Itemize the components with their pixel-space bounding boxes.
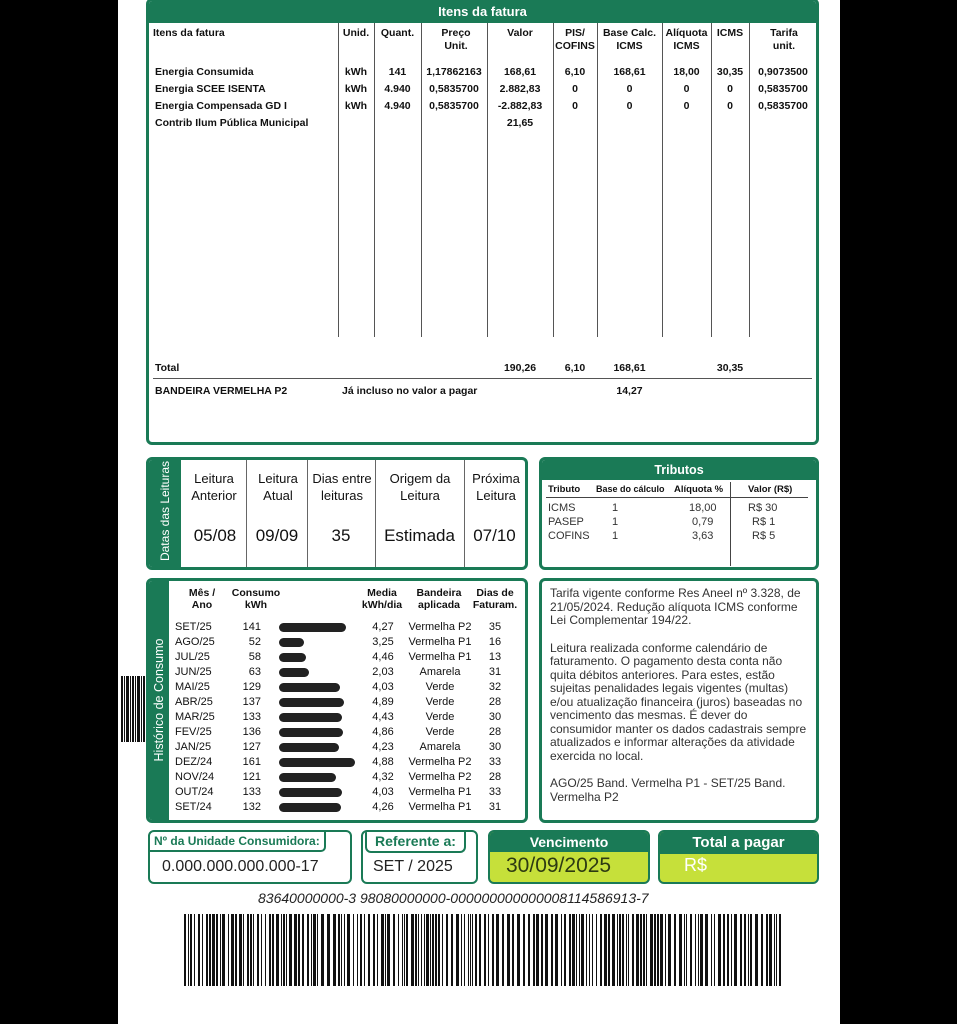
invoice-page — [118, 0, 840, 1024]
history-bandeira: Vermelha P1 — [408, 801, 472, 813]
history-kwh: 58 — [248, 651, 261, 663]
history-dias: 31 — [488, 666, 502, 678]
history-kwh: 133 — [242, 711, 261, 723]
tributos-header-base: Base do cálculo — [596, 484, 665, 494]
history-bar — [279, 743, 339, 752]
history-kwh: 133 — [242, 786, 261, 798]
history-media: 4,26 — [372, 801, 394, 813]
history-dias: 33 — [488, 756, 502, 768]
history-media: 4,43 — [372, 711, 394, 723]
history-month: DEZ/24 — [175, 756, 213, 768]
readings-header-anterior: Leitura Anterior — [191, 471, 237, 503]
tributos-header-valor: Valor (R$) — [748, 484, 793, 495]
history-media: 4,86 — [372, 726, 394, 738]
history-dias: 32 — [488, 681, 502, 693]
history-bar — [279, 758, 355, 767]
history-bar — [279, 623, 346, 632]
tributos-title: Tributos — [542, 460, 816, 480]
col-header-pis: PIS/ COFINS — [555, 27, 595, 52]
history-bar — [279, 713, 342, 722]
history-dias: 30 — [488, 711, 502, 723]
history-kwh: 121 — [242, 771, 261, 783]
note-bandeira: AGO/25 Band. Vermelha P1 - SET/25 Band. Vermelha P2 — [550, 776, 786, 804]
due-date-label: Vencimento — [490, 832, 648, 852]
history-bandeira: Vermelha P2 — [408, 621, 472, 633]
readings-section — [146, 457, 528, 570]
history-month: SET/25 — [175, 621, 212, 633]
history-media: 4,89 — [372, 696, 394, 708]
items-section: Itens da fatura Itens da fatura Unid. Quant. Preço Unit. Valor PIS/ COFINS Base Calc. ICMS Alíquota ICMS ICMS Tarifa unit. Energia Consumida kWh 141 1,17862163 168,61 6,10 168,61 18,00 30,35 0,9073500 Energia SCEE ISENTA kWh 4.940 0,5835700 2.882,83 0 0 0 0 0,5835700 Energia Compensada GD I kWh 4.940 0,5835700 -2.882,83 0 0 0 0 0,5835700 Contrib Ilum Pública Municipal 21,65 Total 190,26 6,10 168,61 30,35 BANDEIRA VERMELHA P2 Já incluso no valor a pagar 14,27 — [146, 0, 819, 445]
history-header-mes: Mês / Ano — [188, 587, 216, 611]
history-bandeira: Verde — [425, 696, 455, 708]
readings-header-proxima: Próxima Leitura — [472, 471, 520, 503]
items-title: Itens da fatura — [149, 1, 816, 23]
reference-value: SET / 2025 — [373, 858, 453, 875]
history-bar — [279, 683, 340, 692]
history-media: 4,88 — [372, 756, 394, 768]
bandeira-label: BANDEIRA VERMELHA P2 — [155, 385, 288, 397]
bandeira-value: 14,27 — [616, 385, 643, 397]
history-bar — [279, 773, 336, 782]
history-media: 4,03 — [372, 786, 394, 798]
history-kwh: 52 — [248, 636, 261, 648]
barcode-digits: 83640000000-3 98080000000-000000000000008114586913-7 — [258, 890, 649, 906]
readings-header-origem: Origem da Leitura — [389, 471, 451, 503]
history-dias: 28 — [488, 771, 502, 783]
history-media: 4,32 — [372, 771, 394, 783]
history-media: 4,23 — [372, 741, 394, 753]
consumer-unit-box — [148, 830, 352, 884]
consumer-unit-value: 0.000.000.000.000-17 — [162, 858, 319, 875]
consumption-history-section — [146, 578, 528, 823]
col-header-quant: Quant. — [380, 27, 415, 39]
total-label: Total — [155, 362, 180, 374]
history-bar — [279, 803, 341, 812]
due-date-value: 30/09/2025 — [506, 854, 612, 877]
history-dias: 13 — [488, 651, 502, 663]
tributos-header-tributo: Tributo — [548, 484, 581, 495]
col-header-base: Base Calc. ICMS — [602, 27, 657, 52]
col-header-valor: Valor — [507, 27, 533, 39]
history-kwh: 141 — [242, 621, 261, 633]
reading-proxima-value: 07/10 — [473, 526, 516, 545]
bandeira-note: Já incluso no valor a pagar — [342, 385, 478, 397]
history-kwh: 129 — [242, 681, 261, 693]
history-bar — [279, 638, 304, 647]
history-month: NOV/24 — [175, 771, 215, 783]
total-base: 168,61 — [613, 362, 646, 374]
history-bar — [279, 653, 306, 662]
readings-header-dias: Dias entre leituras — [312, 471, 372, 503]
tributos-header-aliquota: Alíquota % — [674, 484, 724, 495]
history-month: JAN/25 — [175, 741, 212, 753]
history-bar — [279, 668, 309, 677]
history-dias: 28 — [488, 696, 502, 708]
total-valor: 190,26 — [503, 362, 537, 374]
side-barcode — [121, 676, 147, 742]
history-header-dias: Dias de Faturam. — [472, 587, 518, 611]
total-pis: 6,10 — [564, 362, 586, 374]
history-side-title: Histórico de Consumo — [152, 638, 166, 762]
history-kwh: 137 — [242, 696, 261, 708]
history-dias: 31 — [488, 801, 502, 813]
history-bandeira: Vermelha P2 — [408, 756, 472, 768]
col-header-icms: ICMS — [716, 27, 744, 39]
col-header-preco: Preço Unit. — [441, 27, 471, 52]
history-month: FEV/25 — [175, 726, 212, 738]
history-media: 3,25 — [372, 636, 394, 648]
history-kwh: 136 — [242, 726, 261, 738]
reference-box — [361, 830, 478, 884]
col-header-item: Itens da fatura — [153, 27, 225, 39]
history-month: JUL/25 — [175, 651, 210, 663]
history-month: MAI/25 — [175, 681, 210, 693]
col-header-tarifa: Tarifa unit. — [770, 27, 798, 52]
col-header-unid: Unid. — [342, 27, 370, 39]
history-kwh: 161 — [242, 756, 261, 768]
history-dias: 30 — [488, 741, 502, 753]
reference-label: Referente a: — [365, 832, 466, 853]
history-month: AGO/25 — [175, 636, 215, 648]
payment-barcode — [184, 914, 786, 986]
history-bandeira: Amarela — [419, 741, 461, 753]
history-month: MAR/25 — [175, 711, 215, 723]
due-date-box — [488, 830, 650, 884]
history-bandeira: Vermelha P1 — [408, 786, 472, 798]
history-bandeira: Vermelha P2 — [408, 771, 472, 783]
history-month: SET/24 — [175, 801, 212, 813]
history-month: ABR/25 — [175, 696, 213, 708]
history-kwh: 132 — [242, 801, 261, 813]
history-header-consumo: Consumo kWh — [231, 587, 281, 611]
consumer-unit-label: Nº da Unidade Consumidora: — [150, 832, 326, 852]
history-dias: 33 — [488, 786, 502, 798]
history-month: OUT/24 — [175, 786, 214, 798]
history-header-bandeira: Bandeira aplicada — [416, 587, 462, 611]
total-value: R$ — [684, 855, 708, 875]
history-header-media: Media kWh/dia — [361, 587, 403, 611]
history-media: 2,03 — [372, 666, 394, 678]
history-bandeira: Vermelha P1 — [408, 636, 472, 648]
history-kwh: 63 — [248, 666, 261, 678]
total-box — [658, 830, 819, 884]
notes-section — [539, 578, 819, 823]
total-label: Total a pagar — [660, 832, 817, 854]
history-bandeira: Amarela — [419, 666, 461, 678]
reading-origem-value: Estimada — [384, 526, 455, 545]
history-bar — [279, 788, 342, 797]
history-media: 4,03 — [372, 681, 394, 693]
history-month: JUN/25 — [175, 666, 212, 678]
history-dias: 28 — [488, 726, 502, 738]
history-kwh: 127 — [242, 741, 261, 753]
history-bandeira: Verde — [425, 726, 455, 738]
history-media: 4,27 — [372, 621, 394, 633]
note-reading: Leitura realizada conforme calendário de faturamento. O pagamento desta conta não quita débitos anteriores. Para estes, estão sujeitas penalidades legais vigentes (multas) e/ou atualização financeira (juros) baseadas no vencimento das mesmas. É dever do consumidor manter os dados cadastrais sempre atualizados e informar alterações da atividade exercida no local. — [550, 640, 807, 763]
history-bandeira: Vermelha P1 — [408, 651, 472, 663]
readings-side-title: Datas das Leituras — [158, 460, 172, 562]
reading-anterior-value: 05/08 — [193, 526, 237, 545]
total-icms: 30,35 — [716, 362, 744, 374]
col-header-aliquota: Alíquota ICMS — [665, 27, 708, 52]
history-bar — [279, 698, 344, 707]
history-bandeira: Verde — [425, 711, 455, 723]
tributos-section: Tributos Tributo Base do cálculo Alíquota % Valor (R$) ICMS 1 18,00 R$ 30 PASEP 1 0,79 R$ 1 COFINS 1 3,63 R$ 5 — [539, 457, 819, 570]
history-dias: 16 — [488, 636, 502, 648]
history-bandeira: Verde — [425, 681, 455, 693]
reading-atual-value: 09/09 — [255, 526, 299, 545]
history-bar — [279, 728, 343, 737]
reading-dias-value: 35 — [331, 526, 351, 545]
note-tariff: Tarifa vigente conforme Res Aneel nº 3.328, de 21/05/2024. Redução alíquota ICMS conforme Lei Complementar 194/22. — [550, 586, 801, 627]
history-media: 4,46 — [372, 651, 394, 663]
history-dias: 35 — [488, 621, 502, 633]
readings-header-atual: Leitura Atual — [258, 471, 298, 503]
